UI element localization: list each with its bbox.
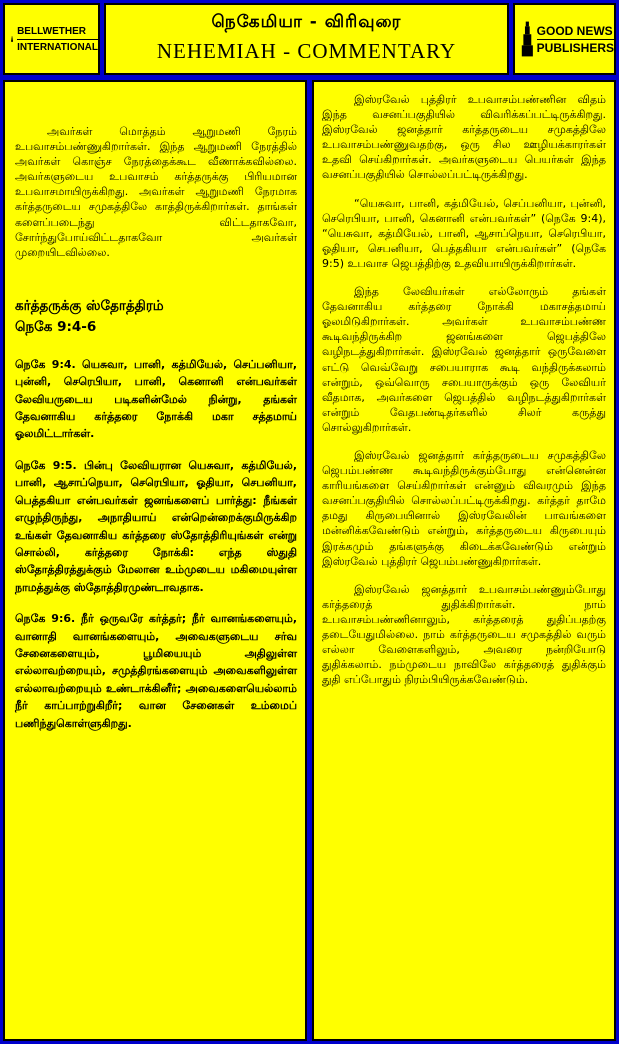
bell-tower-icon xyxy=(521,17,534,61)
commentary-paragraph-4: இஸ்ரவேல் ஜனத்தார் கர்த்தருடைய சமுகத்திலே ஜெபம்பண்ண கூடிவந்திருக்கும்போது என்னென்ன காரியங்களை செய்கிறார்கள் என்னும் விவரமும் இந்த வசனப்பகுதியில் சொல்லப்பட்டிருக்கிறது. கர்த்தர் தாமே தமது கிருபையினால் இஸ்ரவேலின் பாவங்களை மன்னிக்கவேண்டும் என்றும், கர்த்தருடைய கிருபையும் இரக்கமும் தங்களுக்கு கிடைக்கவேண்டும் என்றும் இஸ்ரவேல் புத்திரர் ஜெபம்பண்ணுகிறார்கள். xyxy=(322,448,606,568)
commentary-paragraph-3: இந்த லேவியர்கள் எல்லோரும் தங்கள் தேவனாகிய கர்த்தரை நோக்கி மகாசத்தமாய் ஓலமிடுகிறார்கள். அவர்கள் உபவாசம்பண்ண கூடிவந்திருக்கிற ஜனங்களை ஜெபத்திலே வழிநடத்துகிறார்கள். இஸ்ரவேல் ஜனத்தார் ஒருவேளை எட்டு வெவ்வேறு சபையாராக கூடி வந்திருக்கலாம் என்றும், ஒவ்வொரு சபையாருக்கும் ஒரு லேவியர் வீதமாக, அவர்களை ஜெபத்தில் வழிநடத்துகிறார்கள் என்றும் வேதபண்டிதர்களில் சிலர் கருத்து சொல்லுகிறார்கள். xyxy=(322,285,606,434)
logo-left-line2: INTERNATIONAL xyxy=(17,41,98,53)
verse-9-6: நெகே 9:6. நீர் ஒருவரே கர்த்தர்; நீர் வானங்களையும், வானாதி வானங்களையும், அவைகளுடைய சர்வ சேனைகளையும், பூமியையும் அதிலுள்ள எல்லாவற்றையும், சமுத்திரங்களையும் அவைகளிலுள்ள எல்லாவற்றையும் உண்டாக்கினீர்; அவைகளையெல்லாம் நீர் காப்பாற்றுகிறீர்; வான சேனைகள் உம்மைப் பணிந்துகொள்ளுகிறது. xyxy=(15,612,297,730)
verse-9-4: நெகே 9:4. யெசுவா, பானி, கத்மியேல், செப்பனியா, புன்னி, செரெபியா, பானி, கெனானி என்பவர்கள் லேவியருடைய படிகளின்மேல் நின்று, தங்கள் தேவனாகிய கர்த்தரை நோக்கி மகா சத்தமாய் ஓலமிட்டார்கள். xyxy=(15,357,297,441)
left-column xyxy=(3,80,307,1041)
section-heading-title: கர்த்தருக்கு ஸ்தோத்திரம் xyxy=(15,297,164,314)
commentary-paragraph-2: “யெசுவா, பானி, கத்மியேல், செப்பனியா, புன்னி, செரெபியா, பானி, கெனானி என்பவர்கள்” (நெகே 9:4), “யெசுவா, கத்மியேல், பானி, ஆசாப்நெயா, செரெபியா, ஓதியா, செபனியா, பெத்தகியா என்பவர்கள்” (நெகே 9:5) உபவாச ஜெபத்திற்கு உதவியாயிருக்கிறார்கள். xyxy=(322,196,606,270)
section-heading-reference: நெகே 9:4-6 xyxy=(15,318,97,335)
bellwether-logo xyxy=(3,3,100,75)
section-heading xyxy=(15,296,297,338)
right-column xyxy=(312,80,616,1041)
tamil-title: நெகேமியா - விரிவுரை xyxy=(211,12,402,32)
intro-paragraph: அவர்கள் மொத்தம் ஆறுமணி நேரம் உபவாசம்பண்ணுகிறார்கள். இந்த ஆறுமணி நேரத்தில் அவர்கள் கொஞ்ச நேரத்தைக்கூட வீணாக்கவில்லை. அவர்களுடைய உபவாசம் கர்த்தருக்கு பிரியமான உபவாசமாயிருக்கிறது. அவர்கள் ஆறுமணி நேரமாக கர்த்தருடைய சமுகத்திலே காத்திருக்கிறார்கள். தாங்கள் களைப்படைந்து விட்டதாகவோ, சோர்ந்துபோய்விட்டதாகவோ அவர்கள் முறையிடவில்லை. xyxy=(15,125,297,259)
title-banner xyxy=(104,3,509,75)
bell-tower-icon xyxy=(11,17,13,61)
logo-left-line1: BELLWETHER xyxy=(17,25,86,37)
logo-right-line1: GOOD NEWS xyxy=(536,23,613,38)
commentary-paragraph-1: இஸ்ரவேல் புத்திரர் உபவாசம்பண்ணின விதம் இந்த வசனப்பகுதியில் விவரிக்கப்பட்டிருக்கிறது. இஸ்ரவேல் ஜனத்தார் கர்த்தருடைய சமுகத்திலே உபவாசம்பண்ணுவதற்கு, ஒரு சில ஊழியக்காரர்கள் உதவி செய்கிறார்கள். அவர்களுடைய பெயர்கள் இந்த வசனப்பகுதியில் சொல்லப்பட்டிருக்கிறது. xyxy=(322,93,606,182)
english-title: NEHEMIAH - COMMENTARY xyxy=(156,39,457,63)
commentary-paragraph-5: இஸ்ரவேல் ஜனத்தார் உபவாசம்பண்ணும்போது கர்த்தரைத் துதிக்கிறார்கள். நாம் உபவாசம்பண்ணினாலும், கர்த்தரைத் துதிப்பதற்கு தடையேதுமில்லை. நாம் கர்த்தருடைய சமுகத்தில் வரும் எல்லா வேளைகளிலும், அவரை நன்றியோடு துதிக்கலாம். நம்முடைய நாவிலே கர்த்தரைத் துதிக்கும் துதி எப்போதும் நிரம்பியிருக்கவேண்டும். xyxy=(322,582,606,687)
good-news-logo xyxy=(513,3,616,75)
logo-right-line2: PUBLISHERS xyxy=(536,40,614,55)
verse-9-5: நெகே 9:5. பின்பு லேவியரான யெசுவா, கத்மியேல், பானி, ஆசாப்நெயா, செரெபியா, ஓதியா, செபனியா, பெத்தகியா என்பவர்கள் ஜனங்களைப் பார்த்து: நீங்கள் எழுந்திருந்து, அநாதியாய் என்றென்றைக்குமிருக்கிற உங்கள் தேவனாகிய கர்த்தரை ஸ்தோத்திரியுங்கள் என்று சொல்லி, கர்த்தரை நோக்கி: எந்த ஸ்துதி ஸ்தோத்திரத்துக்கும் மேலான உம்முடைய மகிமையுள்ள நாமத்துக்கு ஸ்தோத்திரமுண்டாவதாக. xyxy=(15,458,297,594)
